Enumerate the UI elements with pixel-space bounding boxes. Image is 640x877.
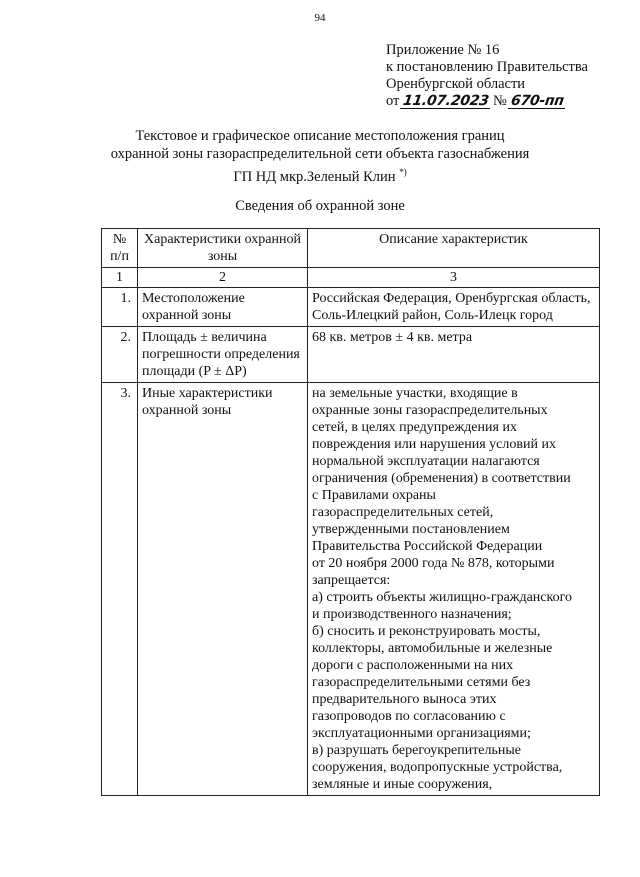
description-line: земляные и иные сооружения, — [312, 777, 493, 792]
description-line: предварительного выноса этих — [312, 692, 497, 707]
row-description: Российская Федерация, Оренбургская область, Соль-Илецкий район, Соль-Илецк город — [308, 288, 600, 327]
description-line: сетей, в целях предупреждения их — [312, 420, 517, 435]
section-subtitle: Сведения об охранной зоне — [235, 198, 405, 214]
page-number: 94 — [314, 12, 326, 24]
description-line: Правительства Российской Федерации — [312, 539, 543, 554]
handwritten-date: 11.07.2023 — [402, 93, 491, 109]
from-label: от — [386, 93, 400, 109]
appendix-block — [386, 42, 588, 110]
number-label: № — [492, 93, 507, 109]
description-line: эксплуатационными организациями; — [312, 726, 531, 741]
table-header-row — [102, 229, 600, 268]
description-line: ограничения (обременения) в соответствии — [312, 471, 571, 486]
table-row — [102, 288, 600, 327]
index-cell: 1 — [102, 268, 138, 288]
table-row — [102, 383, 600, 796]
row-characteristic: Площадь ± величина погрешности определения площади (P ± ΔP) — [138, 327, 308, 383]
description-line: нормальной эксплуатации налагаются — [312, 454, 540, 469]
row-number: 2. — [102, 327, 138, 383]
header-characteristic: Характеристики охранной зоны — [138, 229, 308, 268]
object-name: ГП НД мкр.Зеленый Клин — [233, 168, 396, 185]
description-line: на земельные участки, входящие в — [312, 386, 518, 401]
row-description — [308, 383, 600, 796]
table-index-row — [102, 268, 600, 288]
description-line: утвержденными постановлением — [312, 522, 510, 537]
index-cell: 2 — [138, 268, 308, 288]
description-line: газораспределительными сетями без — [312, 675, 531, 690]
row-characteristic: Иные характеристики охранной зоны — [138, 383, 308, 796]
title-line-1: Текстовое и графическое описание местоположения границ — [135, 128, 505, 144]
description-line: дороги с расположенными на них — [312, 658, 514, 673]
description-line: и производственного назначения; — [312, 607, 512, 622]
appendix-date-line — [386, 93, 588, 110]
appendix-decree: к постановлению Правительства — [386, 59, 588, 75]
description-line: повреждения или нарушения условий их — [312, 437, 556, 452]
handwritten-number: 670-пп — [509, 93, 565, 109]
appendix-region: Оренбургской области — [386, 76, 526, 92]
title-line-3 — [0, 163, 640, 186]
description-line: в) разрушать берегоукрепительные — [312, 743, 522, 758]
row-number: 1. — [102, 288, 138, 327]
title-line-2: охранной зоны газораспределительной сети объекта газоснабжения — [110, 146, 530, 162]
table-row — [102, 327, 600, 383]
footnote-mark: *) — [399, 167, 407, 177]
description-line: охранные зоны газораспределительных — [312, 403, 548, 418]
index-cell: 3 — [308, 268, 600, 288]
description-line: запрещается: — [312, 573, 391, 588]
header-description: Описание характеристик — [308, 229, 600, 268]
row-characteristic: Местоположение охранной зоны — [138, 288, 308, 327]
document-title — [0, 127, 640, 186]
description-line: с Правилами охраны — [312, 488, 436, 503]
row-description: 68 кв. метров ± 4 кв. метра — [308, 327, 600, 383]
description-line: газораспределительных сетей, — [312, 505, 494, 520]
row-number: 3. — [102, 383, 138, 796]
zone-table — [101, 228, 600, 796]
description-line: от 20 ноября 2000 года № 878, которыми — [312, 556, 555, 571]
description-line: сооружения, водопропускные устройства, — [312, 760, 563, 775]
appendix-title: Приложение № 16 — [386, 42, 500, 58]
header-num: № п/п — [102, 229, 138, 268]
description-line: б) сносить и реконструировать мосты, — [312, 624, 541, 639]
description-line: коллекторы, автомобильные и железные — [312, 641, 553, 656]
description-line: а) строить объекты жилищно-гражданского — [312, 590, 572, 605]
description-line: газопроводов по согласованию с — [312, 709, 506, 724]
